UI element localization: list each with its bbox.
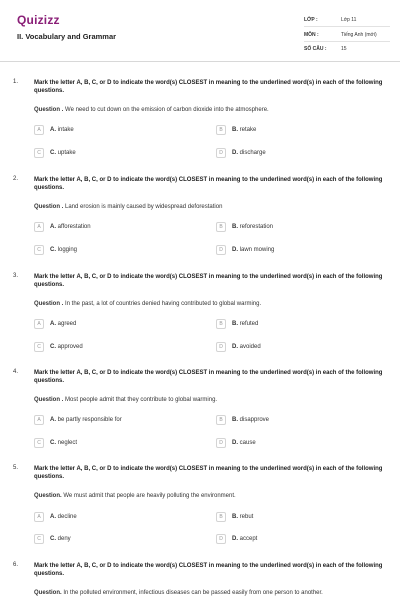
option-text: lawn mowing xyxy=(238,247,275,253)
option-letter-box: A xyxy=(34,512,44,522)
question-number: 3. xyxy=(13,273,19,279)
option-label: B. xyxy=(232,127,238,133)
question-text xyxy=(34,300,390,308)
question-number: 4. xyxy=(13,369,19,375)
option-letter-box: B xyxy=(216,222,226,232)
question-instruction: Mark the letter A, B, C, or D to indicate the word(s) CLOSEST in meaning to the underlined word(s) in each of the following questions. xyxy=(34,274,383,288)
option-letter-box: A xyxy=(34,415,44,425)
question-number: 2. xyxy=(13,176,19,182)
option-letter-box: A xyxy=(34,125,44,135)
option-letter-box: D xyxy=(216,534,226,544)
option-text: decline xyxy=(56,514,77,520)
meta-divider xyxy=(304,26,390,27)
quizizz-logo: Quizizz xyxy=(17,13,60,27)
option-letter-box: C xyxy=(34,438,44,448)
question-sentence: In the past, a lot of countries denied having contributed to global warming. xyxy=(63,301,262,307)
meta-class-value: Lớp 11 xyxy=(341,17,357,23)
option-letter-box: C xyxy=(34,148,44,158)
option-text: cause xyxy=(238,440,256,446)
question-text xyxy=(34,589,390,597)
option-letter-box: C xyxy=(34,245,44,255)
option-text: logging xyxy=(56,247,78,253)
option-letter-box: B xyxy=(216,125,226,135)
option-letter-box: C xyxy=(34,534,44,544)
option-label: A. xyxy=(50,321,56,327)
question-prefix: Question. xyxy=(34,493,62,499)
meta-count-value: 15 xyxy=(341,46,347,52)
question-prefix: Question . xyxy=(34,107,64,113)
question-instruction: Mark the letter A, B, C, or D to indicate the word(s) CLOSEST in meaning to the underlined word(s) in each of the following questions. xyxy=(34,80,383,94)
option-label: D. xyxy=(232,247,238,253)
option-text: uptake xyxy=(56,150,76,156)
option-label: D. xyxy=(232,344,238,350)
option-text: agreed xyxy=(56,321,77,327)
option-letter-box: B xyxy=(216,319,226,329)
question-prefix: Question . xyxy=(34,301,64,307)
question-sentence: We must admit that people are heavily polluting the environment. xyxy=(61,493,236,499)
option-text: discharge xyxy=(238,150,266,156)
option-label: A. xyxy=(50,127,56,133)
meta-class-key: LỚP : xyxy=(304,17,318,23)
question-number: 5. xyxy=(13,465,19,471)
question-text xyxy=(34,106,390,114)
question-sentence: We need to cut down on the emission of carbon dioxide into the atmosphere. xyxy=(63,107,269,113)
question-number: 6. xyxy=(13,562,19,568)
option-letter-box: D xyxy=(216,342,226,352)
option-text: afforestation xyxy=(56,224,91,230)
option-label: C. xyxy=(50,247,56,253)
option-label: C. xyxy=(50,150,56,156)
option-text: accept xyxy=(238,536,258,542)
question-prefix: Question. xyxy=(34,590,62,596)
option-label: A. xyxy=(50,417,56,423)
question-instruction: Mark the letter A, B, C, or D to indicate the word(s) CLOSEST in meaning to the underlined word(s) in each of the following questions. xyxy=(34,370,383,384)
option-letter-box: D xyxy=(216,245,226,255)
option-label: C. xyxy=(50,536,56,542)
option-label: B. xyxy=(232,224,238,230)
option-letter-box: D xyxy=(216,148,226,158)
option-label: B. xyxy=(232,417,238,423)
option-letter-box: C xyxy=(34,342,44,352)
option-text: disapprove xyxy=(238,417,270,423)
meta-subject-key: MÔN : xyxy=(304,32,319,38)
option-label: D. xyxy=(232,150,238,156)
question-instruction: Mark the letter A, B, C, or D to indicate the word(s) CLOSEST in meaning to the underlined word(s) in each of the following questions. xyxy=(34,466,383,480)
option-text: intake xyxy=(56,127,74,133)
option-letter-box: B xyxy=(216,512,226,522)
question-text xyxy=(34,492,390,500)
option-label: D. xyxy=(232,536,238,542)
option-text: avoided xyxy=(238,344,261,350)
question-sentence: In the polluted environment, infectious diseases can be passed easily from one person to another. xyxy=(61,590,323,596)
option-text: refuted xyxy=(238,321,259,327)
option-label: A. xyxy=(50,224,56,230)
meta-divider xyxy=(304,41,390,42)
option-letter-box: A xyxy=(34,222,44,232)
question-sentence: Land erosion is mainly caused by widespread deforestation xyxy=(63,204,223,210)
option-label: C. xyxy=(50,440,56,446)
option-text: rebut xyxy=(238,514,254,520)
option-text: neglect xyxy=(56,440,78,446)
question-instruction: Mark the letter A, B, C, or D to indicate the word(s) CLOSEST in meaning to the underlined word(s) in each of the following questions. xyxy=(34,177,383,191)
option-label: B. xyxy=(232,321,238,327)
meta-count-key: SỐ CÂU : xyxy=(304,46,327,52)
question-text xyxy=(34,396,390,404)
option-label: D. xyxy=(232,440,238,446)
section-title: II. Vocabulary and Grammar xyxy=(17,32,117,41)
option-text: be partly responsible for xyxy=(56,417,122,423)
question-prefix: Question . xyxy=(34,204,64,210)
question-instruction: Mark the letter A, B, C, or D to indicate the word(s) CLOSEST in meaning to the underlined word(s) in each of the following questions. xyxy=(34,563,383,577)
question-prefix: Question . xyxy=(34,397,64,403)
option-text: retake xyxy=(238,127,257,133)
question-sentence: Most people admit that they contribute to global warming. xyxy=(63,397,218,403)
option-label: C. xyxy=(50,344,56,350)
option-text: approved xyxy=(56,344,83,350)
question-number: 1. xyxy=(13,79,19,85)
option-letter-box: A xyxy=(34,319,44,329)
option-letter-box: B xyxy=(216,415,226,425)
option-text: deny xyxy=(56,536,71,542)
option-label: B. xyxy=(232,514,238,520)
option-text: reforestation xyxy=(238,224,274,230)
worksheet-header xyxy=(0,0,400,62)
question-text xyxy=(34,203,390,211)
option-label: A. xyxy=(50,514,56,520)
option-letter-box: D xyxy=(216,438,226,448)
meta-subject-value: Tiếng Anh (mới) xyxy=(341,32,377,38)
